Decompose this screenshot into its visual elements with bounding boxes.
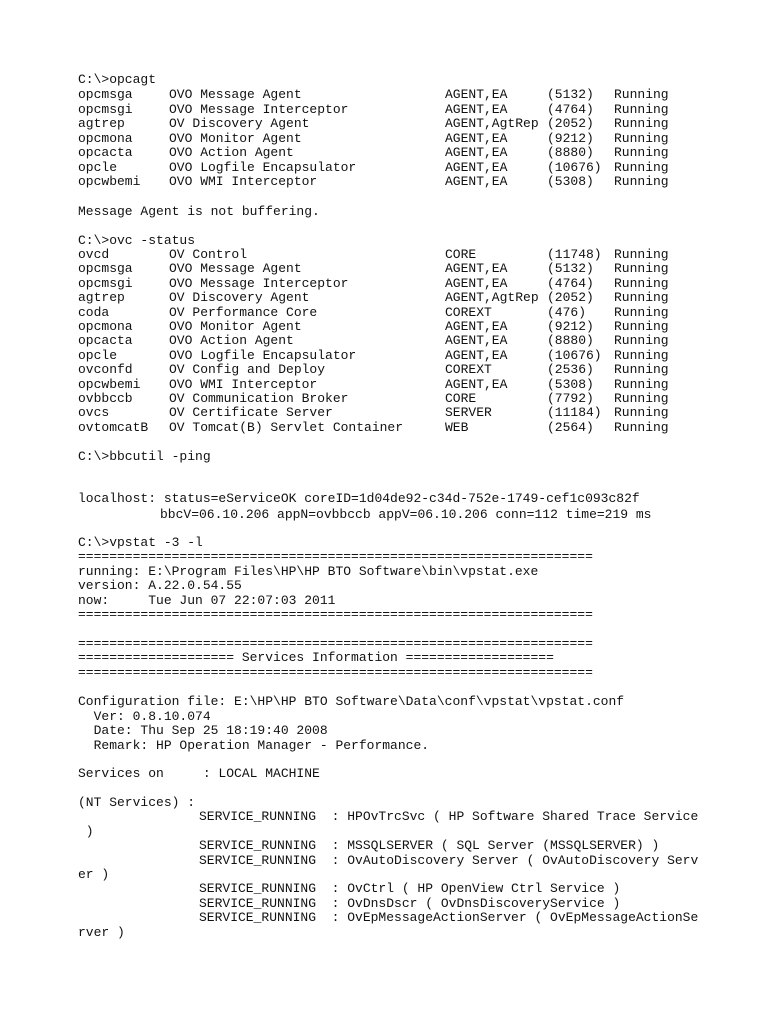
service-line: SERVICE_RUNNING : OvDnsDscr ( OvDnsDiscoveryService ) — [199, 896, 621, 911]
process-pid: (4764) — [547, 275, 594, 291]
process-pid: (2052) — [547, 116, 594, 131]
process-pid: (11184) — [547, 405, 602, 421]
process-description: OVO Action Agent — [169, 333, 294, 349]
process-name: opcle — [78, 347, 118, 363]
process-category: AGENT,EA — [445, 87, 508, 102]
process-description: OVO Logfile Encapsulator — [169, 347, 357, 363]
service-line: SERVICE_RUNNING : OvEpMessageActionServer ( OvEpMessageActionSe — [199, 910, 699, 925]
process-state: Running — [614, 116, 669, 131]
vpstat-running-path: running: E:\Program Files\HP\HP BTO Software\bin\vpstat.exe — [78, 564, 539, 579]
process-state: Running — [614, 261, 669, 277]
process-description: OVO WMI Interceptor — [169, 174, 318, 189]
service-line: er ) — [78, 867, 110, 882]
process-pid: (8880) — [547, 145, 594, 160]
process-category: AGENT,EA — [445, 319, 508, 334]
process-pid: (10676) — [547, 159, 602, 175]
nt-services-label: (NT Services) : — [78, 795, 196, 810]
process-state: Running — [614, 419, 669, 435]
process-name: opcle — [78, 159, 118, 175]
process-pid: (2052) — [547, 290, 594, 306]
config-version: Ver: 0.8.10.074 — [78, 709, 211, 724]
process-name: coda — [78, 304, 110, 320]
process-description: OVO Message Agent — [169, 87, 302, 102]
service-line: SERVICE_RUNNING : HPOvTrcSvc ( HP Software Shared Trace Service — [199, 809, 699, 824]
process-category: AGENT,EA — [445, 333, 508, 349]
process-category: AGENT,EA — [445, 130, 508, 146]
process-name: agtrep — [78, 116, 125, 131]
vpstat-now: now: Tue Jun 07 22:07:03 2011 — [78, 593, 336, 608]
process-category: AGENT,EA — [445, 376, 508, 392]
process-description: OV Performance Core — [169, 304, 318, 320]
process-state: Running — [614, 333, 669, 349]
buffering-note: Message Agent is not buffering. — [78, 204, 320, 219]
process-pid: (2536) — [547, 362, 594, 378]
process-category: CORE — [445, 391, 477, 406]
separator-rule: ================================================================== — [78, 665, 593, 680]
process-pid: (5308) — [547, 174, 594, 189]
opcagt-command: C:\>opcagt — [78, 72, 157, 87]
process-name: opcacta — [78, 145, 133, 160]
process-name: opcmsga — [78, 87, 133, 102]
process-state: Running — [614, 247, 669, 262]
service-line: ) — [78, 824, 94, 839]
process-name: agtrep — [78, 290, 125, 306]
process-pid: (7792) — [547, 391, 594, 406]
process-category: CORE — [445, 247, 477, 262]
process-state: Running — [614, 159, 669, 175]
process-pid: (11748) — [547, 247, 602, 262]
process-name: ovconfd — [78, 362, 133, 378]
process-category: AGENT,EA — [445, 275, 508, 291]
process-description: OVO Logfile Encapsulator — [169, 159, 357, 175]
process-name: opcmsgi — [78, 101, 133, 117]
process-name: opcwbemi — [78, 376, 141, 392]
process-category: AGENT,EA — [445, 174, 508, 189]
process-name: ovcs — [78, 405, 110, 421]
process-state: Running — [614, 87, 669, 102]
service-line: SERVICE_RUNNING : MSSQLSERVER ( SQL Server (MSSQLSERVER) ) — [199, 838, 660, 853]
process-state: Running — [614, 101, 669, 117]
process-description: OVO Message Agent — [169, 261, 302, 277]
separator-rule: ================================================================== — [78, 607, 593, 622]
process-description: OV Discovery Agent — [169, 116, 310, 131]
process-category: AGENT,EA — [445, 347, 508, 363]
process-category: AGENT,EA — [445, 101, 508, 117]
process-state: Running — [614, 174, 669, 189]
process-pid: (9212) — [547, 319, 594, 334]
process-name: opcmona — [78, 130, 133, 146]
configuration-file: Configuration file: E:\HP\HP BTO Software\Data\conf\vpstat\vpstat.conf — [78, 694, 625, 709]
process-description: OV Communication Broker — [169, 391, 349, 406]
service-line: rver ) — [78, 925, 125, 940]
process-description: OVO WMI Interceptor — [169, 376, 318, 392]
process-pid: (5132) — [547, 87, 594, 102]
process-category: SERVER — [445, 405, 492, 421]
process-category: AGENT,EA — [445, 261, 508, 277]
process-pid: (476) — [547, 304, 587, 320]
process-category: AGENT,EA — [445, 159, 508, 175]
process-state: Running — [614, 391, 669, 406]
process-description: OVO Message Interceptor — [169, 101, 349, 117]
process-state: Running — [614, 275, 669, 291]
process-description: OV Config and Deploy — [169, 362, 326, 378]
process-state: Running — [614, 130, 669, 146]
process-pid: (9212) — [547, 130, 594, 146]
process-state: Running — [614, 347, 669, 363]
process-state: Running — [614, 319, 669, 334]
services-on: Services on : LOCAL MACHINE — [78, 766, 320, 781]
config-date: Date: Thu Sep 25 18:19:40 2008 — [78, 723, 328, 738]
process-pid: (2564) — [547, 419, 594, 435]
process-state: Running — [614, 145, 669, 160]
process-name: ovcd — [78, 247, 110, 262]
process-state: Running — [614, 290, 669, 306]
process-name: ovbbccb — [78, 391, 133, 406]
process-name: opcmsga — [78, 261, 133, 277]
vpstat-command: C:\>vpstat -3 -l — [78, 535, 203, 550]
process-state: Running — [614, 376, 669, 392]
services-information-header: ==================== Services Information =================== — [78, 650, 554, 665]
config-remark: Remark: HP Operation Manager - Performance. — [78, 738, 430, 753]
process-name: opcwbemi — [78, 174, 141, 189]
process-pid: (4764) — [547, 101, 594, 117]
process-description: OVO Monitor Agent — [169, 319, 302, 334]
separator-rule: ================================================================== — [78, 549, 593, 564]
process-description: OV Tomcat(B) Servlet Container — [169, 419, 404, 435]
process-name: opcmona — [78, 319, 133, 334]
process-category: AGENT,EA — [445, 145, 508, 160]
process-state: Running — [614, 304, 669, 320]
process-name: ovtomcatB — [78, 419, 149, 435]
process-description: OVO Monitor Agent — [169, 130, 302, 146]
process-name: opcacta — [78, 333, 133, 349]
separator-rule: ================================================================== — [78, 636, 593, 651]
process-description: OV Control — [169, 247, 248, 262]
process-description: OV Certificate Server — [169, 405, 333, 421]
ovc-command: C:\>ovc -status — [78, 233, 196, 248]
process-pid: (5132) — [547, 261, 594, 277]
vpstat-version: version: A.22.0.54.55 — [78, 578, 242, 593]
process-state: Running — [614, 405, 669, 421]
service-line: SERVICE_RUNNING : OvAutoDiscovery Server ( OvAutoDiscovery Serv — [199, 853, 699, 868]
process-category: COREXT — [445, 304, 492, 320]
process-category: WEB — [445, 419, 469, 435]
service-line: SERVICE_RUNNING : OvCtrl ( HP OpenView Ctrl Service ) — [199, 881, 621, 896]
process-state: Running — [614, 362, 669, 378]
process-description: OVO Message Interceptor — [169, 275, 349, 291]
process-category: AGENT,AgtRep — [445, 116, 539, 131]
process-pid: (10676) — [547, 347, 602, 363]
process-category: COREXT — [445, 362, 492, 378]
process-pid: (5308) — [547, 376, 594, 392]
bbcutil-ping-line-1: localhost: status=eServiceOK coreID=1d04de92-c34d-752e-1749-cef1c093c82f — [78, 491, 640, 506]
process-category: AGENT,AgtRep — [445, 290, 539, 306]
bbcutil-ping-line-2: bbcV=06.10.206 appN=ovbbccb appV=06.10.206 conn=112 time=219 ms — [160, 507, 652, 522]
process-description: OV Discovery Agent — [169, 290, 310, 306]
process-pid: (8880) — [547, 333, 594, 349]
bbcutil-command: C:\>bbcutil -ping — [78, 449, 211, 464]
process-name: opcmsgi — [78, 275, 133, 291]
process-description: OVO Action Agent — [169, 145, 294, 160]
